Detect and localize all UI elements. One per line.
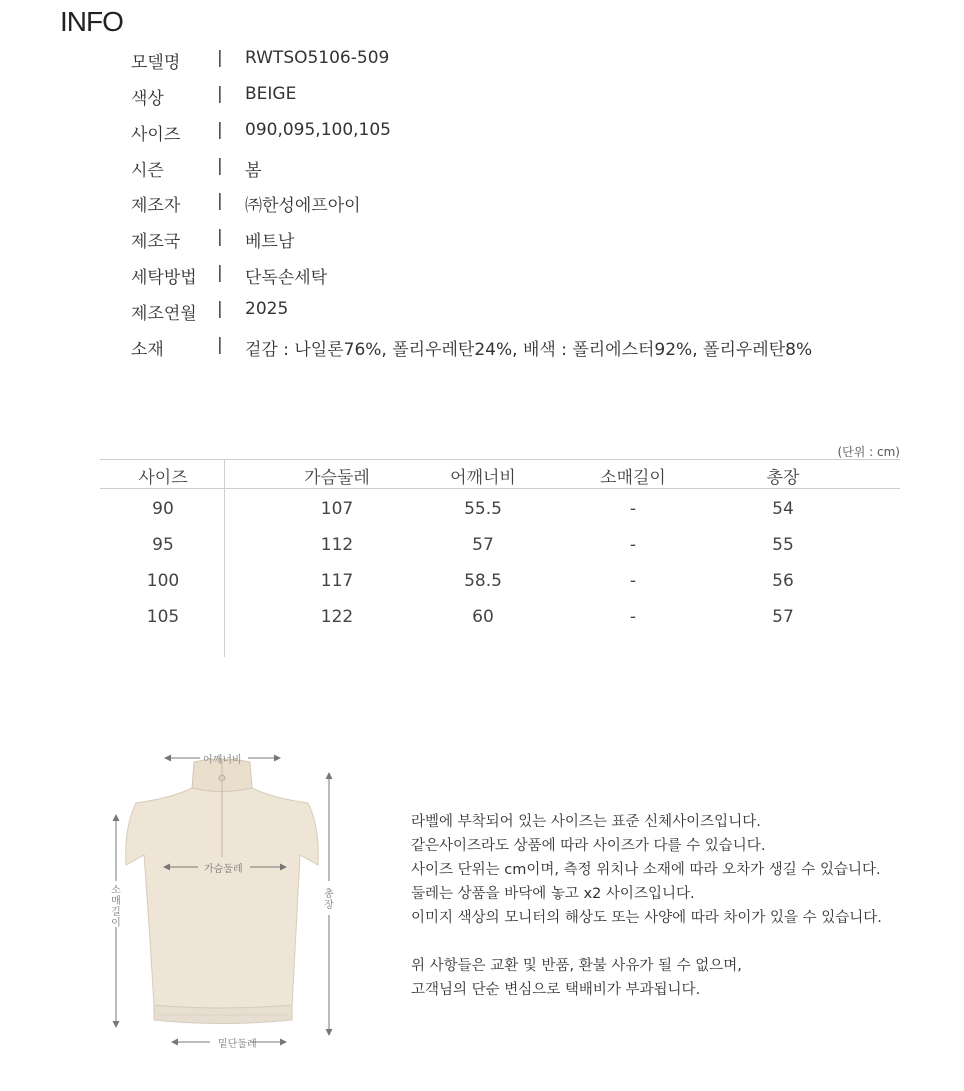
info-label: 모델명 — [131, 53, 181, 73]
info-label: 소재 — [131, 340, 164, 360]
table-cell: 107 — [320, 499, 354, 519]
info-label: 제조연월 — [131, 304, 197, 324]
hem-rib — [154, 1005, 292, 1024]
info-separator: | — [217, 227, 223, 247]
note-line: 라벨에 부착되어 있는 사이즈는 표준 신체사이즈입니다. — [411, 814, 761, 830]
hem-label: 밑단둘레 — [218, 1039, 257, 1050]
table-cell: 55 — [772, 535, 794, 555]
info-title: INFO — [60, 6, 123, 37]
table-column-divider — [224, 459, 225, 657]
table-header-sleeve: 소매길이 — [600, 468, 666, 488]
measurement-diagram — [100, 745, 350, 1055]
note-line: 같은사이즈라도 상품에 따라 사이즈가 다를 수 있습니다. — [411, 838, 766, 854]
table-header-border — [100, 488, 900, 489]
table-cell: 58.5 — [464, 571, 502, 591]
notice-line: 위 사항들은 교환 및 반품, 환불 사유가 될 수 없으며, — [411, 958, 742, 974]
table-cell: 105 — [146, 607, 180, 627]
info-label: 시즌 — [131, 161, 164, 181]
table-header-length: 총장 — [766, 468, 800, 488]
zipper-pull — [219, 775, 225, 781]
table-cell: 95 — [152, 535, 174, 555]
table-header-chest: 가슴둘레 — [304, 468, 370, 488]
table-cell: 60 — [472, 607, 494, 627]
table-top-border — [100, 459, 900, 460]
note-line: 둘레는 상품을 바닥에 놓고 x2 사이즈입니다. — [411, 886, 695, 902]
table-cell: 122 — [320, 607, 354, 627]
info-separator: | — [217, 263, 223, 283]
table-header-shoulder: 어깨너비 — [450, 468, 516, 488]
table-cell: 117 — [320, 571, 354, 591]
info-value: 겉감 : 나일론76%, 폴리우레탄24%, 배색 : 폴리에스터92%, 폴리우레탄8% — [245, 340, 813, 360]
info-label: 사이즈 — [131, 125, 181, 145]
info-value: 090,095,100,105 — [245, 120, 392, 140]
info-separator: | — [217, 299, 223, 319]
table-cell: 57 — [772, 607, 794, 627]
notice-line: 고객님의 단순 변심으로 택배비가 부과됩니다. — [411, 982, 701, 998]
info-value: 봄 — [245, 161, 262, 181]
table-cell: - — [629, 499, 637, 519]
table-cell: 55.5 — [464, 499, 502, 519]
table-cell: 57 — [472, 535, 494, 555]
size-notes — [411, 810, 882, 1002]
table-cell: - — [629, 607, 637, 627]
shoulder-label: 어깨너비 — [203, 755, 242, 766]
note-line: 이미지 색상의 모니터의 해상도 또는 사양에 따라 차이가 있을 수 있습니다. — [411, 910, 882, 926]
table-cell: 56 — [772, 571, 794, 591]
table-cell: 112 — [320, 535, 354, 555]
info-label: 색상 — [131, 89, 164, 109]
info-separator: | — [217, 120, 223, 140]
info-value: ㈜한성에프아이 — [245, 196, 361, 216]
length-label: 총장 — [324, 889, 334, 911]
info-value: BEIGE — [245, 84, 297, 104]
table-cell: 90 — [152, 499, 174, 519]
size-unit-label: (단위 : cm) — [837, 445, 900, 459]
info-value: 베트남 — [245, 232, 295, 252]
info-label: 제조자 — [131, 196, 181, 216]
table-cell: - — [629, 535, 637, 555]
table-cell: 54 — [772, 499, 794, 519]
note-line: 사이즈 단위는 cm이며, 측정 위치나 소재에 따라 오차가 생길 수 있습니다. — [411, 862, 881, 878]
info-separator: | — [217, 48, 223, 68]
info-separator: | — [217, 335, 223, 355]
garment-illustration — [100, 745, 350, 1055]
info-separator: | — [217, 156, 223, 176]
info-value: 단독손세탁 — [245, 268, 328, 288]
table-header-size: 사이즈 — [138, 468, 188, 488]
table-cell: 100 — [146, 571, 180, 591]
sleeve-label: 소매길이 — [111, 885, 121, 929]
info-separator: | — [217, 84, 223, 104]
size-table — [100, 459, 900, 659]
table-cell: - — [629, 571, 637, 591]
info-label: 제조국 — [131, 232, 181, 252]
info-separator: | — [217, 191, 223, 211]
chest-label: 가슴둘레 — [204, 864, 243, 875]
info-label: 세탁방법 — [131, 268, 197, 288]
info-value: 2025 — [245, 299, 289, 319]
info-value: RWTSO5106-509 — [245, 48, 390, 68]
